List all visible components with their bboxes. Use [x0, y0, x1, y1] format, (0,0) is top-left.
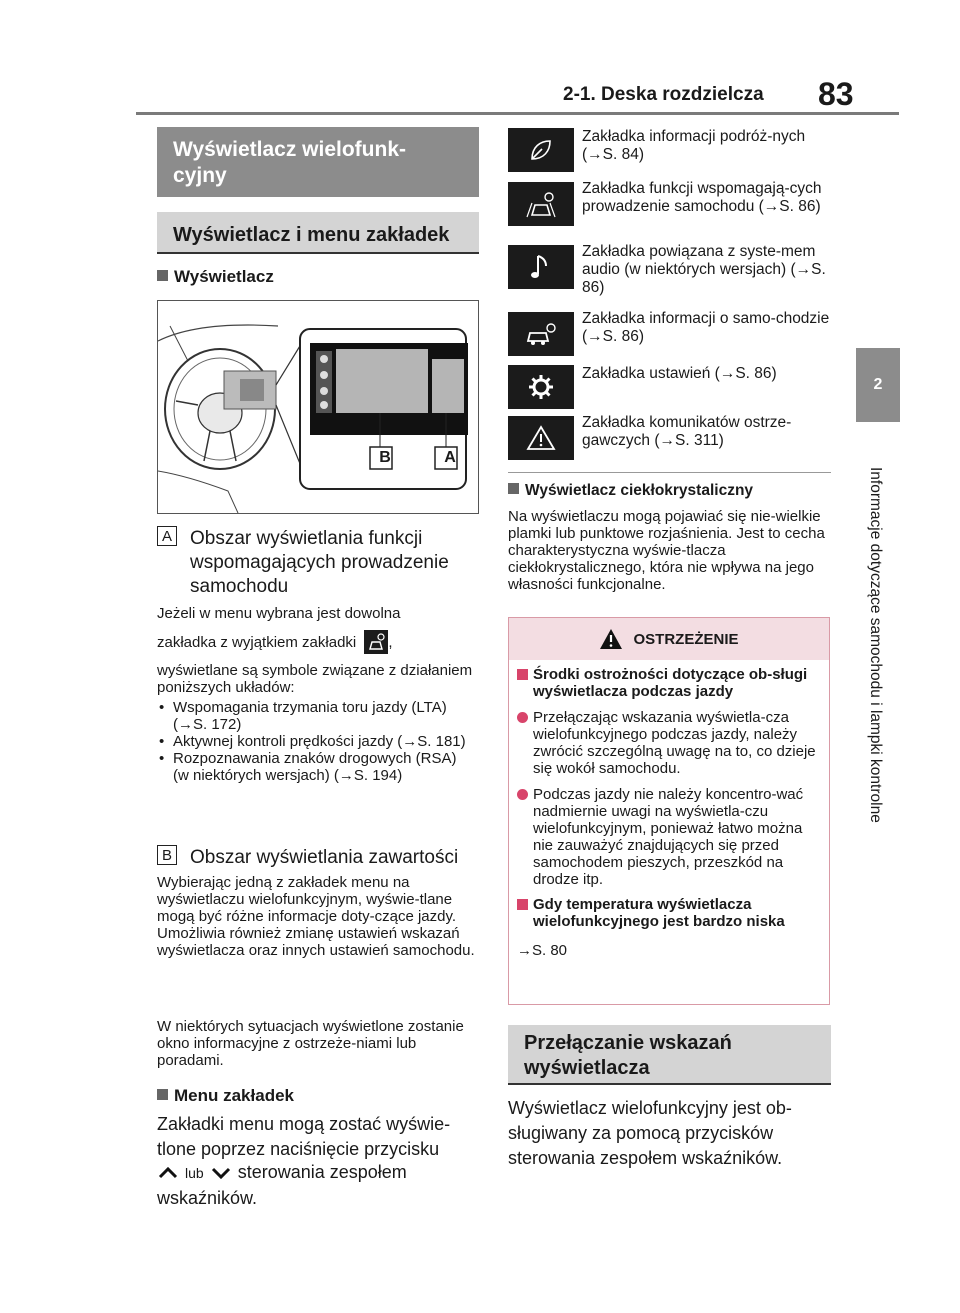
square-bullet-icon — [517, 899, 528, 910]
warning-body — [509, 660, 829, 959]
page-number: 83 — [818, 76, 854, 112]
warning-reference: →S. 80 — [517, 942, 568, 959]
area-a-text1: Jeżeli w menu wybrana jest dowolna — [157, 605, 401, 622]
figure-label-b: B — [379, 449, 391, 466]
section-title: 2-1. Deska rozdzielcza — [563, 84, 764, 105]
warning-subheading: Środki ostrożności dotyczące ob-sługi wyświetlacza podczas jazdy — [517, 666, 821, 700]
area-a-text3: wyświetlane są symbole związane z działaniem poniższych układów: — [157, 662, 473, 696]
area-a-label: A — [157, 526, 177, 546]
lcd-text: Na wyświetlaczu mogą pojawiać się nie-wielkie plamki lub punktowe rozjaśnienia. Jest to cecha charakterystyczna wyświe-tlacza ciekłokrystalicznego, która nie wpływa na jego własności funkcjonalne. — [508, 508, 825, 593]
area-b-text2: W niektórych sytuacjach wyświetlone zostanie okno informacyjne z ostrzeże-niami lub poradami. — [157, 1018, 464, 1069]
warning-icon — [508, 416, 574, 460]
display-heading: Wyświetlacz — [157, 266, 274, 287]
header-rule — [136, 112, 899, 115]
menu-buttons-line: lub sterowania zespołem — [157, 1162, 407, 1183]
list-item: • Aktywnej kontroli prędkości jazdy (→S. 181) — [157, 733, 467, 750]
driving-assist-tab-icon — [364, 630, 388, 654]
music-note-icon — [508, 245, 574, 289]
area-b-text1: Wybierając jedną z zakładek menu na wyświetlaczu wielofunkcyjnym, wyświe-tlane mogą być różne informacje doty-czące jazdy. Umożliwia również zmianę ustawień wskazań wyświetlacza oraz innych ustawień samochodu. — [157, 874, 475, 959]
car-info-icon — [508, 312, 574, 356]
chapter-title-vertical: Informacje dotyczące samochodu i lampki kontrolne — [867, 467, 884, 823]
list-item: • Rozpoznawania znaków drogowych (RSA) (w niektórych wersjach) (→S. 194) — [157, 750, 467, 784]
warning-subheading: Gdy temperatura wyświetlacza wielofunkcyjnego jest bardzo niska — [517, 896, 821, 930]
square-bullet-icon — [508, 483, 519, 494]
figure-label-a: A — [444, 449, 456, 466]
square-bullet-icon — [157, 1089, 168, 1100]
chevron-down-icon — [210, 1166, 232, 1180]
switch-text: Wyświetlacz wielofunkcyjny jest ob-sługiwany za pomocą przycisków sterowania zespołem wskaźników. — [508, 1098, 792, 1168]
chapter-number: 2 — [873, 376, 883, 393]
list-item: • Wspomagania trzymania toru jazdy (LTA) (→S. 172) — [157, 699, 467, 733]
chevron-up-icon — [157, 1166, 179, 1180]
tab-text: Zakładka ustawień (→S. 86) — [582, 365, 777, 382]
driving-assist-icon — [508, 182, 574, 226]
dashboard-figure — [157, 300, 479, 514]
area-a-title: Obszar wyświetlania funkcji wspomagających prowadzenie samochodu — [190, 528, 449, 597]
warning-paragraph: Podczas jazdy nie należy koncentro-wać nadmiernie uwagi na wyświetla-czu wielofunkcyjnym, ponieważ łatwo można nie zauważyć znajdujących się przed samochodem pieszych, przeszkód na drodze itp. — [517, 786, 821, 888]
switch-heading: Przełączanie wskazań wyświetlacza — [508, 1025, 831, 1085]
area-a-bullet-list — [157, 699, 467, 784]
warning-box — [508, 617, 830, 1005]
area-a-text2: zakładka z wyjątkiem zakładki , — [157, 630, 479, 654]
menu-text: Zakładki menu mogą zostać wyświe-tlone poprzez naciśnięcie przycisku — [157, 1114, 451, 1159]
dot-bullet-icon — [517, 789, 528, 800]
menu-text-end: wskaźników. — [157, 1188, 258, 1208]
warning-header: OSTRZEŻENIE — [509, 618, 829, 660]
gear-icon — [508, 365, 574, 409]
sub-heading: Wyświetlacz i menu zakładek — [157, 212, 479, 254]
warning-paragraph: Przełączając wskazania wyświetla-cza wielofunkcyjnego podczas jazdy, należy zwrócić szczególną uwagę na to, co dzieje się wokół samochodu. — [517, 709, 821, 777]
area-b-title: Obszar wyświetlania zawartości — [190, 847, 459, 868]
lcd-heading: Wyświetlacz ciekłokrystaliczny — [508, 482, 753, 500]
main-heading: Wyświetlacz wielofunk- cyjny — [157, 127, 479, 197]
tab-text: Zakładka powiązana z syste-mem audio (w niektórych wersjach) (→S. 86) — [582, 243, 826, 296]
dashboard-illustration — [158, 301, 478, 513]
tab-text: Zakładka informacji o samo-chodzie (→S. 86) — [582, 310, 830, 345]
square-bullet-icon — [157, 270, 168, 281]
leaf-icon — [508, 128, 574, 172]
caution-triangle-icon — [599, 628, 623, 650]
tab-text: Zakładka funkcji wspomagają-cych prowadzenie samochodu (→S. 86) — [582, 180, 822, 215]
menu-heading: Menu zakładek — [157, 1085, 294, 1106]
tab-text: Zakładka informacji podróż-nych (→S. 84) — [582, 128, 806, 163]
divider — [508, 472, 831, 473]
dot-bullet-icon — [517, 712, 528, 723]
area-b-label: B — [157, 845, 177, 865]
tab-text: Zakładka komunikatów ostrze-gawczych (→S. 311) — [582, 414, 792, 449]
chapter-tab[interactable] — [856, 348, 900, 422]
square-bullet-icon — [517, 669, 528, 680]
